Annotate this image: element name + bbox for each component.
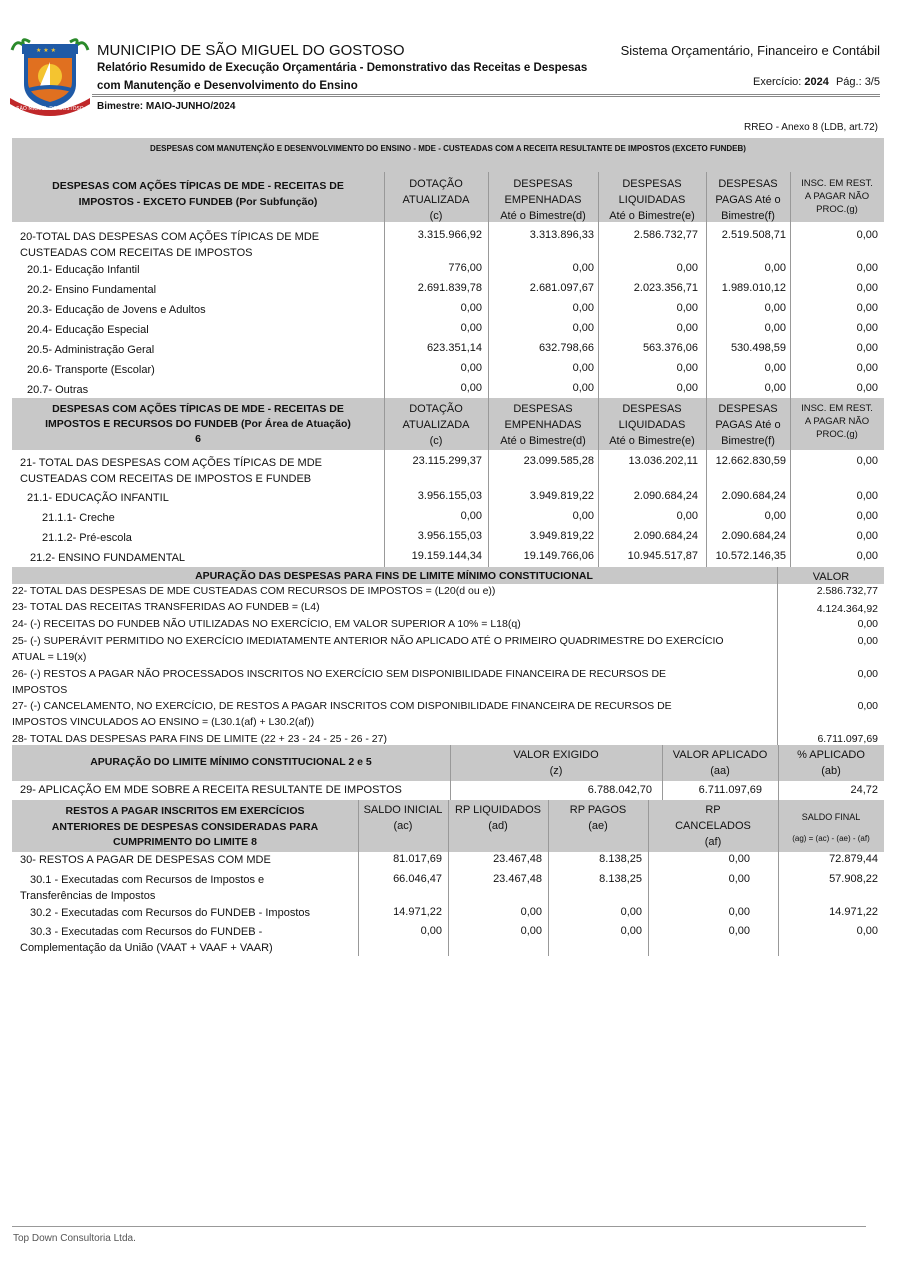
footer-rule bbox=[12, 1226, 866, 1227]
table2-cell: 13.036.202,11 bbox=[628, 455, 698, 467]
table1-cell: 0,00 bbox=[856, 342, 878, 354]
restos-cell: 23.467,48 bbox=[493, 873, 542, 885]
seal-text: SÃO MIGUEL DO GOSTOSO bbox=[16, 106, 84, 112]
table1-cell: 0,00 bbox=[856, 382, 878, 394]
restos-col0-line1: (ac) bbox=[393, 820, 413, 832]
table2-cell: 12.662.830,59 bbox=[715, 455, 786, 467]
table2-cell: 0,00 bbox=[856, 530, 878, 542]
municipality-title: MUNICIPIO DE SÃO MIGUEL DO GOSTOSO bbox=[97, 42, 405, 59]
limite-title: APURAÇÃO DO LIMITE MÍNIMO CONSTITUCIONAL 2 e 5 bbox=[90, 756, 372, 768]
table1-cell: 0,00 bbox=[676, 382, 698, 394]
table1-cell: 0,00 bbox=[676, 302, 698, 314]
restos-cell: 0,00 bbox=[728, 873, 750, 885]
limite-col0-line0: VALOR EXIGIDO bbox=[513, 749, 599, 761]
limite-sep bbox=[778, 745, 779, 800]
table2-row-label: 21.1.2- Pré-escola bbox=[42, 532, 132, 544]
table1-cell: 0,00 bbox=[764, 322, 786, 334]
table1-cell: 1.989.010,12 bbox=[721, 282, 786, 294]
table1-col0-line1: ATUALIZADA bbox=[402, 194, 470, 206]
table1-cell: 563.376,06 bbox=[642, 342, 698, 354]
table1-body-sep bbox=[790, 222, 791, 398]
restos-col1-line1: (ad) bbox=[488, 820, 508, 832]
table1-row-label: 20.4- Educação Especial bbox=[27, 324, 149, 336]
table2-col3-line0: DESPESAS bbox=[718, 403, 778, 415]
restos-col3-line2: (af) bbox=[704, 836, 722, 848]
table1-cell: 2.681.097,67 bbox=[529, 282, 594, 294]
table1-cell: 0,00 bbox=[856, 262, 878, 274]
table1-cell: 2.023.356,71 bbox=[633, 282, 698, 294]
restos-cell: 8.138,25 bbox=[599, 853, 642, 865]
table2-cell: 3.949.819,22 bbox=[529, 530, 594, 542]
table2-col4-line1: A PAGAR NÃO bbox=[804, 416, 870, 427]
restos-sep bbox=[448, 800, 449, 956]
table2-body-sep bbox=[706, 450, 707, 567]
table1-col3-line1: PAGAS Até o bbox=[715, 194, 781, 206]
restos-cell: 66.046,47 bbox=[393, 873, 442, 885]
table1-col1-line1: EMPENHADAS bbox=[504, 194, 582, 206]
restos-cell: 57.908,22 bbox=[829, 873, 878, 885]
restos-col3-line1: CANCELADOS bbox=[675, 820, 751, 832]
restos-row-label: 30- RESTOS A PAGAR DE DESPESAS COM MDE bbox=[20, 854, 271, 866]
table1-cell: 0,00 bbox=[856, 362, 878, 374]
table2-head-line1: DESPESAS COM AÇÕES TÍPICAS DE MDE - RECEITAS DE bbox=[52, 403, 344, 415]
report-title-line2: com Manutenção e Desenvolvimento do Ensino bbox=[97, 80, 358, 92]
apuracao-row-label: 27- (-) CANCELAMENTO, NO EXERCÍCIO, DE RESTOS A PAGAR INSCRITOS COM DISPONIBILIDADE FINANCEIRA DE RECURSOS DE bbox=[12, 700, 672, 712]
limite-col2-line1: (ab) bbox=[821, 765, 841, 777]
restos-row-label2: Transferências de Impostos bbox=[20, 890, 156, 902]
table2-row-label2: CUSTEADAS COM RECEITAS DE IMPOSTOS E FUNDEB bbox=[20, 473, 312, 485]
restos-sep bbox=[648, 800, 649, 956]
restos-head-line1: RESTOS A PAGAR INSCRITOS EM EXERCÍCIOS bbox=[65, 805, 305, 817]
restos-col4-line0: SALDO FINAL bbox=[801, 812, 861, 822]
period: Bimestre: MAIO-JUNHO/2024 bbox=[97, 101, 236, 112]
table1-col1-line2: Até o Bimestre(d) bbox=[500, 210, 586, 222]
table1-cell: 0,00 bbox=[764, 262, 786, 274]
table2-cell: 23.099.585,28 bbox=[523, 455, 594, 467]
exercise-label: Exercício: bbox=[753, 76, 802, 88]
table2-cell: 0,00 bbox=[460, 510, 482, 522]
table2-col1-line2: Até o Bimestre(d) bbox=[500, 435, 586, 447]
table1-row-label: 20.5- Administração Geral bbox=[27, 344, 155, 356]
table2-col0-line0: DOTAÇÃO bbox=[409, 403, 463, 415]
table1-cell: 2.586.732,77 bbox=[633, 229, 698, 241]
table2-row-label: 21- TOTAL DAS DESPESAS COM AÇÕES TÍPICAS DE MDE bbox=[20, 457, 322, 469]
table2-col3-line1: PAGAS Até o bbox=[715, 419, 781, 431]
apuracao-row-label: 26- (-) RESTOS A PAGAR NÃO PROCESSADOS INSCRITOS NO EXERCÍCIO SEM DISPONIBILIDADE FINANCEIRA DE RECURSOS DE bbox=[12, 668, 667, 680]
limite-row-value: 6.711.097,69 bbox=[698, 784, 762, 796]
table2-head-line2: IMPOSTOS E RECURSOS DO FUNDEB (Por Área de Atuação) bbox=[45, 418, 351, 430]
table2-row-label: 21.2- ENSINO FUNDAMENTAL bbox=[30, 552, 186, 564]
table1-cell: 0,00 bbox=[572, 262, 594, 274]
table2-cell: 0,00 bbox=[572, 510, 594, 522]
restos-sep bbox=[358, 800, 359, 956]
restos-col2-line1: (ae) bbox=[588, 820, 608, 832]
table1-col0-line0: DOTAÇÃO bbox=[409, 178, 463, 190]
table1-col4-line0: INSC. EM REST. bbox=[801, 178, 873, 189]
table1-body-sep bbox=[488, 222, 489, 398]
restos-cell: 0,00 bbox=[728, 906, 750, 918]
table1-head-line2: IMPOSTOS - EXCETO FUNDEB (Por Subfunção) bbox=[78, 196, 318, 208]
table2-col-sep bbox=[488, 397, 489, 451]
table1-col4-line2: PROC.(g) bbox=[816, 204, 858, 215]
table1-col4-line1: A PAGAR NÃO bbox=[804, 191, 870, 202]
table1-row-label2: CUSTEADAS COM RECEITAS DE IMPOSTOS bbox=[20, 247, 253, 259]
apuracao-row-value: 0,00 bbox=[857, 635, 878, 647]
table1-cell: 0,00 bbox=[460, 362, 482, 374]
limite-col1-line1: (aa) bbox=[710, 765, 730, 777]
table1-cell: 2.691.839,78 bbox=[417, 282, 482, 294]
table2-cell: 0,00 bbox=[856, 550, 878, 562]
table1-cell: 0,00 bbox=[676, 362, 698, 374]
restos-cell: 23.467,48 bbox=[493, 853, 542, 865]
table2-body-sep bbox=[790, 450, 791, 567]
restos-col0-line0: SALDO INICIAL bbox=[363, 804, 443, 816]
table1-col0-line2: (c) bbox=[429, 210, 443, 222]
table1-cell: 0,00 bbox=[856, 229, 878, 241]
apuracao-row-value: 6.711.097,69 bbox=[817, 733, 878, 745]
table1-cell: 0,00 bbox=[460, 322, 482, 334]
table1-cell: 0,00 bbox=[572, 382, 594, 394]
svg-text:★ ★ ★: ★ ★ ★ bbox=[36, 47, 56, 54]
table2-col3-line2: Bimestre(f) bbox=[721, 435, 775, 447]
table1-row-label: 20.2- Ensino Fundamental bbox=[27, 284, 157, 296]
table1-cell: 530.498,59 bbox=[730, 342, 786, 354]
limite-col2-line0: % APLICADO bbox=[797, 749, 865, 761]
header-rule bbox=[92, 94, 880, 97]
table2-col1-line0: DESPESAS bbox=[513, 403, 573, 415]
table2-cell: 23.115.299,37 bbox=[412, 455, 482, 467]
exercise-info bbox=[753, 76, 880, 88]
limite-col0-line1: (z) bbox=[549, 765, 563, 777]
table2-col-sep bbox=[790, 397, 791, 451]
table2-cell: 3.949.819,22 bbox=[529, 490, 594, 502]
apuracao-row-value: 2.586.732,77 bbox=[816, 585, 878, 597]
table1-cell: 623.351,14 bbox=[426, 342, 482, 354]
limite-sep bbox=[662, 745, 663, 800]
restos-head-line3: CUMPRIMENTO DO LIMITE 8 bbox=[113, 836, 257, 848]
table1-body-sep bbox=[598, 222, 599, 398]
table1-cell: 0,00 bbox=[764, 362, 786, 374]
table2-col4-line2: PROC.(g) bbox=[816, 429, 858, 440]
table1-cell: 776,00 bbox=[448, 262, 482, 274]
apuracao-row-label2: ATUAL = L19(x) bbox=[12, 651, 87, 663]
table2-head-label bbox=[12, 402, 384, 447]
apuracao-row-value: 0,00 bbox=[857, 700, 878, 712]
table1-head-line1: DESPESAS COM AÇÕES TÍPICAS DE MDE - RECEITAS DE bbox=[52, 180, 344, 192]
table1-cell: 0,00 bbox=[460, 382, 482, 394]
table1-cell: 632.798,66 bbox=[538, 342, 594, 354]
restos-cell: 0,00 bbox=[620, 906, 642, 918]
table1-cell: 3.313.896,33 bbox=[529, 229, 594, 241]
table1-cell: 3.315.966,92 bbox=[417, 229, 482, 241]
table2-col2-line1: LIQUIDADAS bbox=[618, 419, 686, 431]
restos-sep bbox=[548, 800, 549, 956]
table1-cell: 0,00 bbox=[764, 382, 786, 394]
table1-cell: 0,00 bbox=[676, 322, 698, 334]
apuracao-row-value: 4.124.364,92 bbox=[816, 603, 878, 615]
table2-col-sep bbox=[384, 397, 385, 451]
table2-col0-line2: (c) bbox=[429, 435, 443, 447]
restos-cell: 14.971,22 bbox=[393, 906, 442, 918]
apuracao-row-label: 23- TOTAL DAS RECEITAS TRANSFERIDAS AO FUNDEB = (L4) bbox=[12, 601, 320, 613]
limite-row-label: 29- APLICAÇÃO EM MDE SOBRE A RECEITA RESULTANTE DE IMPOSTOS bbox=[20, 784, 402, 796]
table2-cell: 0,00 bbox=[856, 490, 878, 502]
table1-cell: 2.519.508,71 bbox=[721, 229, 786, 241]
table2-cell: 10.572.146,35 bbox=[715, 550, 786, 562]
table1-col2-line1: LIQUIDADAS bbox=[618, 194, 686, 206]
limite-row-value: 6.788.042,70 bbox=[587, 784, 652, 796]
table2-cell: 0,00 bbox=[676, 510, 698, 522]
restos-col4-line1: (ag) = (ac) - (ae) - (af) bbox=[792, 834, 870, 843]
table1-row-label: 20.7- Outras bbox=[27, 384, 89, 396]
limite-sep bbox=[450, 745, 451, 800]
table2-cell: 0,00 bbox=[764, 510, 786, 522]
table2-col1-line1: EMPENHADAS bbox=[504, 419, 582, 431]
table1-body-sep bbox=[384, 222, 385, 398]
table1-col-sep bbox=[384, 172, 385, 226]
table1-col-sep bbox=[706, 172, 707, 226]
table1-row-label: 20.3- Educação de Jovens e Adultos bbox=[27, 304, 206, 316]
table2-head-line3: 6 bbox=[195, 433, 201, 445]
apuracao-row-label: 28- TOTAL DAS DESPESAS PARA FINS DE LIMITE (22 + 23 - 24 - 25 - 26 - 27) bbox=[12, 733, 387, 745]
table1-cell: 0,00 bbox=[856, 322, 878, 334]
table2-col-sep bbox=[706, 397, 707, 451]
table1-col-sep bbox=[488, 172, 489, 226]
table1-col-sep bbox=[598, 172, 599, 226]
table2-col2-line0: DESPESAS bbox=[622, 403, 682, 415]
apuracao-sep bbox=[777, 567, 778, 745]
table1-cell: 0,00 bbox=[856, 282, 878, 294]
apuracao-row-label: 24- (-) RECEITAS DO FUNDEB NÃO UTILIZADAS NO EXERCÍCIO, EM VALOR SUPERIOR A 10% = L18(q) bbox=[12, 618, 521, 630]
table2-body-sep bbox=[488, 450, 489, 567]
restos-cell: 72.879,44 bbox=[829, 853, 878, 865]
apuracao-value-head: VALOR bbox=[812, 571, 850, 583]
restos-cell: 0,00 bbox=[728, 853, 750, 865]
table1-row-label: 20.1- Educação Infantil bbox=[27, 264, 140, 276]
limite-col1-line0: VALOR APLICADO bbox=[672, 749, 768, 761]
apuracao-row-label: 25- (-) SUPERÁVIT PERMITIDO NO EXERCÍCIO IMEDIATAMENTE ANTERIOR NÃO APLICADO ATÉ O PRIMEIRO QUADRIMESTRE DO EXERCÍCIO bbox=[12, 635, 724, 647]
table2-col0-line1: ATUALIZADA bbox=[402, 419, 470, 431]
exercise-year: 2024 bbox=[804, 76, 829, 88]
table1-col3-line0: DESPESAS bbox=[718, 178, 778, 190]
table1-row-label: 20-TOTAL DAS DESPESAS COM AÇÕES TÍPICAS DE MDE bbox=[20, 231, 320, 243]
apuracao-row-label2: IMPOSTOS VINCULADOS AO ENSINO = (L30.1(af) + L30.2(af)) bbox=[12, 716, 315, 728]
table2-cell: 19.159.144,34 bbox=[411, 550, 482, 562]
restos-cell: 0,00 bbox=[420, 925, 442, 937]
apuracao-title: APURAÇÃO DAS DESPESAS PARA FINS DE LIMITE MÍNIMO CONSTITUCIONAL bbox=[195, 570, 593, 582]
restos-cell: 14.971,22 bbox=[829, 906, 878, 918]
apuracao-row-label: 22- TOTAL DAS DESPESAS DE MDE CUSTEADAS COM RECURSOS DE IMPOSTOS = (L20(d ou e)) bbox=[12, 585, 496, 597]
restos-row-label2: Complementação da União (VAAT + VAAF + VAAR) bbox=[20, 942, 273, 954]
table2-cell: 2.090.684,24 bbox=[633, 490, 698, 502]
municipal-seal bbox=[6, 32, 94, 116]
page-number: Pág.: 3/5 bbox=[835, 76, 880, 88]
table2-cell: 19.149.766,06 bbox=[523, 550, 594, 562]
apuracao-row-value: 0,00 bbox=[857, 668, 878, 680]
table1-col1-line0: DESPESAS bbox=[513, 178, 573, 190]
report-title-line1: Relatório Resumido de Execução Orçamentária - Demonstrativo das Receitas e Despesas bbox=[97, 62, 588, 74]
footer-text: Top Down Consultoria Ltda. bbox=[13, 1233, 136, 1244]
restos-cell: 0,00 bbox=[856, 925, 878, 937]
table2-row-label: 21.1- EDUCAÇÃO INFANTIL bbox=[27, 492, 169, 504]
restos-sep bbox=[778, 800, 779, 956]
table1-cell: 0,00 bbox=[572, 322, 594, 334]
table1-col-sep bbox=[790, 172, 791, 226]
table2-col-sep bbox=[598, 397, 599, 451]
table1-col2-line2: Até o Bimestre(e) bbox=[609, 210, 695, 222]
table1-cell: 0,00 bbox=[460, 302, 482, 314]
apuracao-row-value: 0,00 bbox=[857, 618, 878, 630]
restos-cell: 0,00 bbox=[620, 925, 642, 937]
restos-row-label: 30.3 - Executadas com Recursos do FUNDEB - bbox=[30, 926, 263, 938]
table1-row-label: 20.6- Transporte (Escolar) bbox=[27, 364, 155, 376]
restos-row-label: 30.1 - Executadas com Recursos de Impostos e bbox=[30, 874, 265, 886]
table1-cell: 0,00 bbox=[764, 302, 786, 314]
table1-cell: 0,00 bbox=[572, 362, 594, 374]
restos-cell: 81.017,69 bbox=[393, 853, 442, 865]
table2-cell: 2.090.684,24 bbox=[721, 530, 786, 542]
restos-head-label bbox=[12, 804, 358, 851]
table1-head-label bbox=[12, 178, 384, 210]
table2-cell: 0,00 bbox=[856, 510, 878, 522]
restos-col2-line0: RP PAGOS bbox=[569, 804, 627, 816]
annex-label: RREO - Anexo 8 (LDB, art.72) bbox=[744, 122, 878, 133]
limite-row-value: 24,72 bbox=[850, 784, 878, 796]
table1-cell: 0,00 bbox=[572, 302, 594, 314]
restos-cell: 0,00 bbox=[520, 925, 542, 937]
table2-cell: 0,00 bbox=[856, 455, 878, 467]
restos-cell: 8.138,25 bbox=[599, 873, 642, 885]
table2-body-sep bbox=[384, 450, 385, 567]
apuracao-row-label2: IMPOSTOS bbox=[12, 684, 68, 696]
table2-cell: 2.090.684,24 bbox=[721, 490, 786, 502]
table2-cell: 3.956.155,03 bbox=[417, 530, 482, 542]
table2-cell: 3.956.155,03 bbox=[417, 490, 482, 502]
restos-cell: 0,00 bbox=[728, 925, 750, 937]
restos-col3-line0: RP bbox=[705, 804, 721, 816]
table2-cell: 10.945.517,87 bbox=[627, 550, 698, 562]
table1-body-sep bbox=[706, 222, 707, 398]
system-name: Sistema Orçamentário, Financeiro e Contábil bbox=[620, 43, 880, 58]
table1-col2-line0: DESPESAS bbox=[622, 178, 682, 190]
table2-col2-line2: Até o Bimestre(e) bbox=[609, 435, 695, 447]
restos-col1-line0: RP LIQUIDADOS bbox=[455, 804, 541, 816]
table2-body-sep bbox=[598, 450, 599, 567]
restos-head-line2: ANTERIORES DE DESPESAS CONSIDERADAS PARA bbox=[51, 820, 319, 833]
table1-cell: 0,00 bbox=[856, 302, 878, 314]
section-title: DESPESAS COM MANUTENÇÃO E DESENVOLVIMENTO DO ENSINO - MDE - CUSTEADAS COM A RECEITA RESULTANTE DE IMPOSTOS (EXCETO FUNDEB) bbox=[12, 138, 884, 172]
table1-cell: 0,00 bbox=[676, 262, 698, 274]
restos-row-label: 30.2 - Executadas com Recursos do FUNDEB - Impostos bbox=[30, 907, 310, 919]
table1-col3-line2: Bimestre(f) bbox=[721, 210, 775, 222]
table2-col4-line0: INSC. EM REST. bbox=[801, 403, 873, 414]
table2-row-label: 21.1.1- Creche bbox=[42, 512, 115, 524]
restos-cell: 0,00 bbox=[520, 906, 542, 918]
table2-cell: 2.090.684,24 bbox=[633, 530, 698, 542]
